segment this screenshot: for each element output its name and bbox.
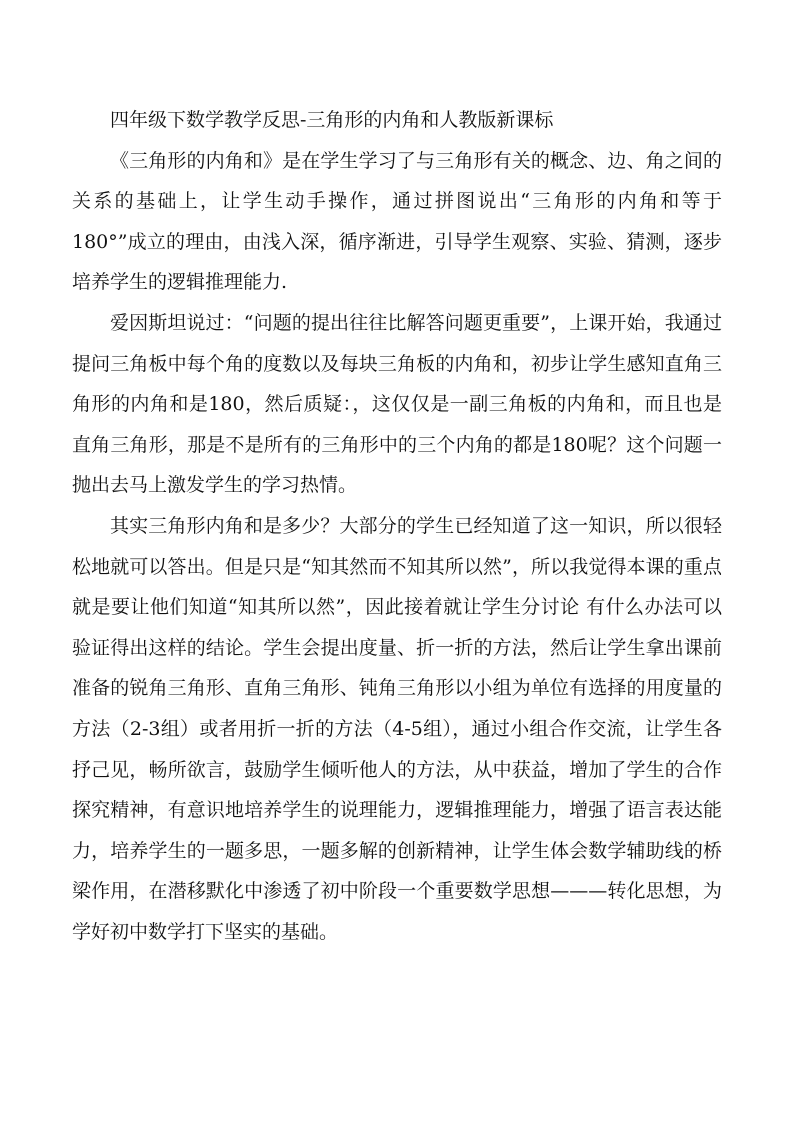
document-title: 四年级下数学教学反思-三角形的内角和人教版新课标	[110, 109, 554, 131]
paragraph-intro: 《三角形的内角和》是在学生学习了与三角形有关的概念、边、角之间的关系的基础上，让学生动手操作，通过拼图说出“三角形的内角和等于180°”成立的理由，由浅入深，循序渐进，引导学生观察、实验、猜测，逐步培养学生的逻辑推理能力.	[72, 149, 722, 294]
paragraph-einstein-quote: 爱因斯坦说过：“问题的提出往往比解答问题更重要”，上课开始，我通过提问三角板中每个角的度数以及每块三角板的内角和，初步让学生感知直角三角形的内角和是180，然后质疑：，这仅仅是一副三角板的内角和，而且也是直角三角形，那是不是所有的三角形中的三个内角的都是180呢？这个问题一抛出去马上激发学生的学习热情。	[72, 311, 722, 497]
document-body	[72, 100, 722, 952]
paragraph-group-activity: 其实三角形内角和是多少？大部分的学生已经知道了这一知识，所以很轻松地就可以答出。但是只是“知其然而不知其所以然”，所以我觉得本课的重点就是要让他们知道“知其所以然”，因此接着就让学生分讨论 有什么办法可以验证得出这样的结论。学生会提出度量、折一折的方法，然后让学生拿出课前准备的锐角三角形、直角三角形、钝角三角形以小组为单位有选择的用度量的方法（2-3组）或者用折一折的方法（4-5组），通过小组合作交流，让学生各抒己见，畅所欲言，鼓励学生倾听他人的方法，从中获益，增加了学生的合作探究精神，有意识地培养学生的说理能力，逻辑推理能力，增强了语言表达能力，培养学生的一题多思，一题多解的创新精神，让学生体会数学辅助线的桥梁作用，在潜移默化中渗透了初中阶段一个重要数学思想———转化思想，为学好初中数学打下坚实的基础。	[72, 514, 722, 943]
